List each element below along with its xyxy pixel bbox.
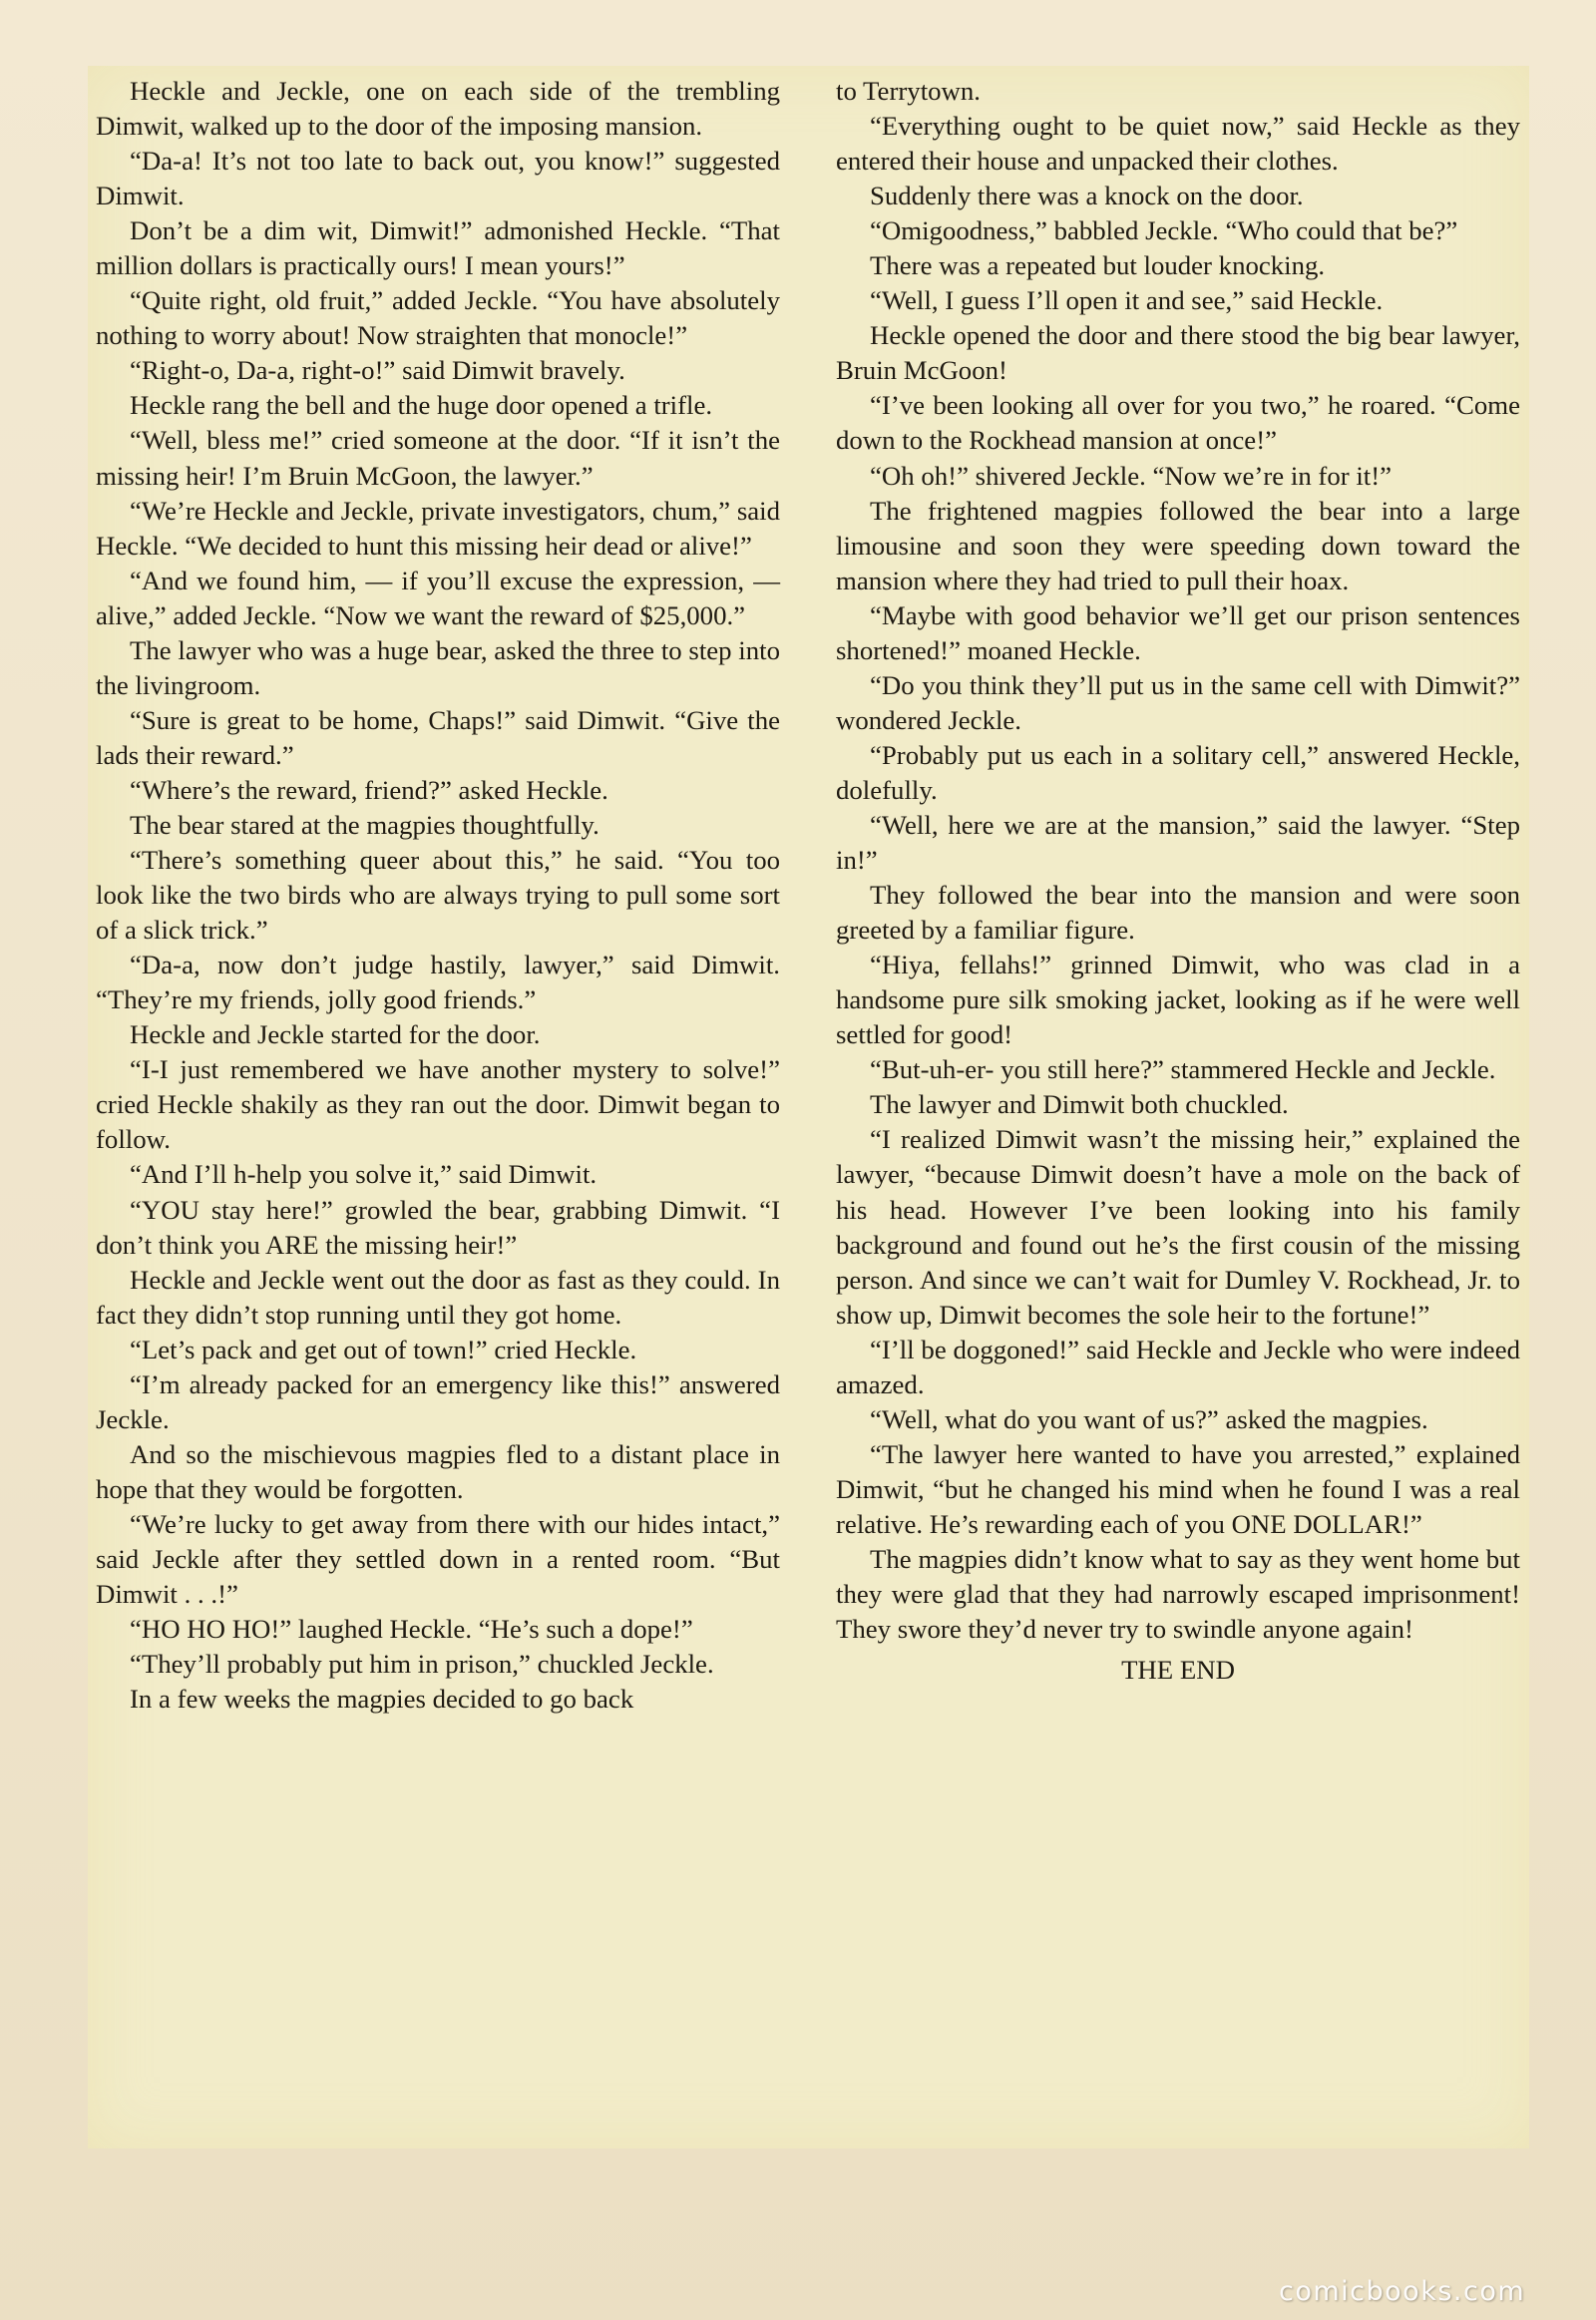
story-paragraph: “I’m already packed for an emergency like this!” answered Jeckle. [96,1368,780,1434]
story-paragraph: The lawyer and Dimwit both chuckled. [870,1089,1289,1120]
story-paragraph: The bear stared at the magpies thoughtfully. [130,809,599,840]
story-paragraph: “Da-a! It’s not too late to back out, you know!” suggested Dimwit. [96,146,780,211]
the-end-label: THE END [1121,1655,1235,1686]
story-paragraph: The lawyer who was a huge bear, asked the three to step into the livingroom. [96,634,780,700]
story-paragraph: There was a repeated but louder knocking. [870,250,1326,281]
story-paragraph: “Everything ought to be quiet now,” said Heckle as they entered their house and unpacked their clothes. [836,111,1520,177]
story-paragraph: And so the mischievous magpies fled to a distant place in hope that they would be forgotten. [96,1438,780,1504]
story-paragraph: “I-I just remembered we have another mystery to solve!” cried Heckle shakily as they ran out the door. Dimwit began to follow. [96,1054,780,1155]
story-paragraph: “Hiya, fellahs!” grinned Dimwit, who was clad in a handsome pure silk smoking jacket, looking as if he were well settled for good! [836,950,1520,1050]
story-paragraph: “HO HO HO!” laughed Heckle. “He’s such a dope!” [130,1614,693,1645]
story-paragraph: “We’re Heckle and Jeckle, private investigators, chum,” said Heckle. “We decided to hunt this missing heir dead or alive!” [96,495,780,561]
story-paragraph: They followed the bear into the mansion and were soon greeted by a familiar figure. [836,880,1520,946]
story-paragraph: “Well, what do you want of us?” asked the magpies. [870,1403,1428,1434]
story-paragraph: “And we found him, — if you’ll excuse the expression, — alive,” added Jeckle. “Now we want the reward of $25,000.” [96,565,780,630]
story-paragraph: The magpies didn’t know what to say as they went home but they were glad that they had narrowly escaped imprisonment! They swore they’d never try to swindle anyone again! [836,1543,1520,1645]
story-paragraph: “Sure is great to be home, Chaps!” said Dimwit. “Give the lads their reward.” [96,704,780,770]
story-paragraph: “We’re lucky to get away from there with our hides intact,” said Jeckle after they settled down in a rented room. “But Dimwit . . .!” [96,1508,780,1610]
story-column-right [836,74,1520,1688]
story-paragraph: “There’s something queer about this,” he said. “You too look like the two birds who are always trying to pull some sort of a slick trick.” [96,845,780,946]
story-paragraph: “Right-o, Da-a, right-o!” said Dimwit bravely. [130,355,625,386]
story-paragraph: “I’ve been looking all over for you two,” he roared. “Come down to the Rockhead mansion at once!” [836,390,1520,456]
story-paragraph: Suddenly there was a knock on the door. [870,181,1304,211]
story-paragraph: “And I’ll h-help you solve it,” said Dimwit. [130,1159,598,1190]
story-paragraph: “Well, bless me!” cried someone at the door. “If it isn’t the missing heir! I’m Bruin McGoon, the lawyer.” [96,425,780,491]
story-paragraph: “I’ll be doggoned!” said Heckle and Jeckle who were indeed amazed. [836,1334,1520,1399]
story-paragraph: The frightened magpies followed the bear into a large limousine and soon they were speeding down toward the mansion where they had tried to pull their hoax. [836,495,1520,595]
story-paragraph: “Probably put us each in a solitary cell,” answered Heckle, dolefully. [836,739,1520,805]
story-paragraph: “Well, here we are at the mansion,” said the lawyer. “Step in!” [836,809,1520,876]
story-column-left [96,74,780,1717]
story-paragraph: “Quite right, old fruit,” added Jeckle. “You have absolutely nothing to worry about! Now straighten that monocle!” [96,285,780,351]
story-paragraph: Heckle rang the bell and the huge door opened a trifle. [130,390,713,421]
story-paragraph: “They’ll probably put him in prison,” chuckled Jeckle. [130,1649,714,1680]
story-paragraph: “But-uh-er- you still here?” stammered Heckle and Jeckle. [870,1054,1496,1085]
story-paragraph: “Let’s pack and get out of town!” cried Heckle. [130,1334,637,1364]
story-paragraph: “Do you think they’ll put us in the same cell with Dimwit?” wondered Jeckle. [836,669,1520,735]
paragraph-continuation: to Terrytown. [836,76,981,106]
story-paragraph: “YOU stay here!” growled the bear, grabbing Dimwit. “I don’t think you ARE the missing heir!” [96,1194,780,1260]
story-paragraph: “Omigoodness,” babbled Jeckle. “Who could that be?” [870,215,1458,246]
story-paragraph: “Maybe with good behavior we’ll get our prison sentences shortened!” moaned Heckle. [836,599,1520,665]
story-paragraph: “Well, I guess I’ll open it and see,” said Heckle. [870,285,1384,316]
story-paragraph: “Da-a, now don’t judge hastily, lawyer,” said Dimwit. “They’re my friends, jolly good friends.” [96,950,780,1015]
story-paragraph: Heckle and Jeckle, one on each side of the trembling Dimwit, walked up to the door of the imposing mansion. [96,76,780,142]
story-paragraph: “Where’s the reward, friend?” asked Heckle. [130,774,608,805]
site-watermark: comicbooks.com [1279,2276,1526,2307]
story-paragraph: Don’t be a dim wit, Dimwit!” admonished Heckle. “That million dollars is practically ours! I mean yours!” [96,215,780,281]
story-paragraph: “The lawyer here wanted to have you arrested,” explained Dimwit, “but he changed his mind when he found I was a real relative. He’s rewarding each of you ONE DOLLAR!” [836,1438,1520,1539]
story-paragraph: “Oh oh!” shivered Jeckle. “Now we’re in for it!” [870,460,1393,491]
story-paragraph: Heckle opened the door and there stood the big bear lawyer, Bruin McGoon! [836,320,1520,386]
story-paragraph: “I realized Dimwit wasn’t the missing heir,” explained the lawyer, “because Dimwit doesn’t have a mole on the back of his head. However I’ve been looking into his family background and found out he’s the first cousin of the missing person. And since we can’t wait for Dumley V. Rockhead, Jr. to show up, Dimwit becomes the sole heir to the fortune!” [836,1124,1520,1330]
story-paragraph: In a few weeks the magpies decided to go back [130,1684,634,1715]
story-paragraph: Heckle and Jeckle started for the door. [130,1019,541,1050]
story-paragraph: Heckle and Jeckle went out the door as fast as they could. In fact they didn’t stop running until they got home. [96,1264,780,1330]
